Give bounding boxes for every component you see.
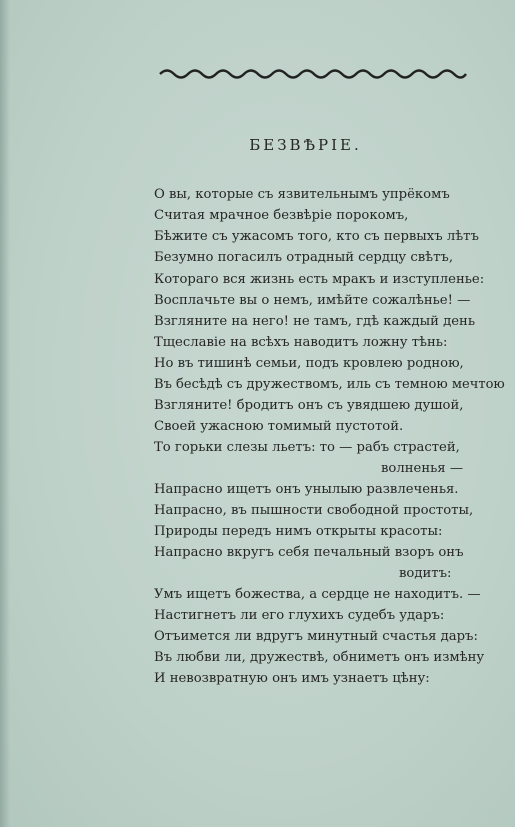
poem-line: Въ бесѣдѣ съ дружествомъ, иль съ темною мечтою: [154, 377, 505, 392]
poem-line: Умъ ищетъ божества, а сердце не находитъ. —: [154, 587, 481, 602]
poem-line: Отъимется ли вдругъ минутный счастья даръ:: [154, 629, 478, 644]
poem-line-continuation: волненья —: [381, 461, 464, 476]
poem-line: Считая мрачное безвѣріе порокомъ,: [154, 208, 409, 223]
poem-line: Бѣжите съ ужасомъ того, кто съ первыхъ лѣтъ: [154, 229, 479, 244]
poem-line: Но въ тишинѣ семьи, подъ кровлею родною,: [154, 356, 464, 371]
poem-line-continuation: водитъ:: [399, 566, 452, 581]
poem-line: О вы, которые съ язвительнымъ упрёкомъ: [154, 187, 450, 202]
page-fold-shadow: [0, 0, 10, 827]
poem-line: И невозвратную онъ имъ узнаетъ цѣну:: [154, 671, 430, 686]
poem-line: Взгляните на него! не тамъ, гдѣ каждый день: [154, 314, 476, 329]
wavy-ornament: [158, 66, 468, 82]
poem-line: Природы передъ нимъ открыты красоты:: [154, 524, 443, 539]
poem-line: Котораго вся жизнь есть мракъ и изступленье:: [154, 272, 485, 287]
poem-line: Напрасно вкругъ себя печальный взоръ онъ: [154, 545, 464, 560]
poem-line: Настигнетъ ли его глухихъ судебъ ударъ:: [154, 608, 445, 623]
poem-line: Взгляните! бродитъ онъ съ увядшею душой,: [154, 398, 464, 413]
poem-line: То горьки слезы льетъ: то — рабъ страстей,: [154, 440, 460, 455]
poem-line: Напрасно, въ пышности свободной простоты,: [154, 503, 474, 518]
poem-line: Своей ужасною томимый пустотой.: [154, 419, 404, 434]
poem-line: Напрасно ищетъ онъ унылыю развлеченья.: [154, 482, 459, 497]
poem-line: Безумно погасилъ отрадный сердцу свѣтъ,: [154, 250, 454, 265]
poem-title: БЕЗВѢРІЕ.: [249, 136, 362, 154]
poem-line: Восплачьте вы о немъ, имѣйте сожалѣнье! —: [154, 293, 471, 308]
poem-line: Въ любви ли, дружествѣ, обниметъ онъ измѣну: [154, 650, 485, 665]
poem-line: Тщеславіе на всѣхъ наводитъ ложну тѣнь:: [154, 335, 448, 350]
